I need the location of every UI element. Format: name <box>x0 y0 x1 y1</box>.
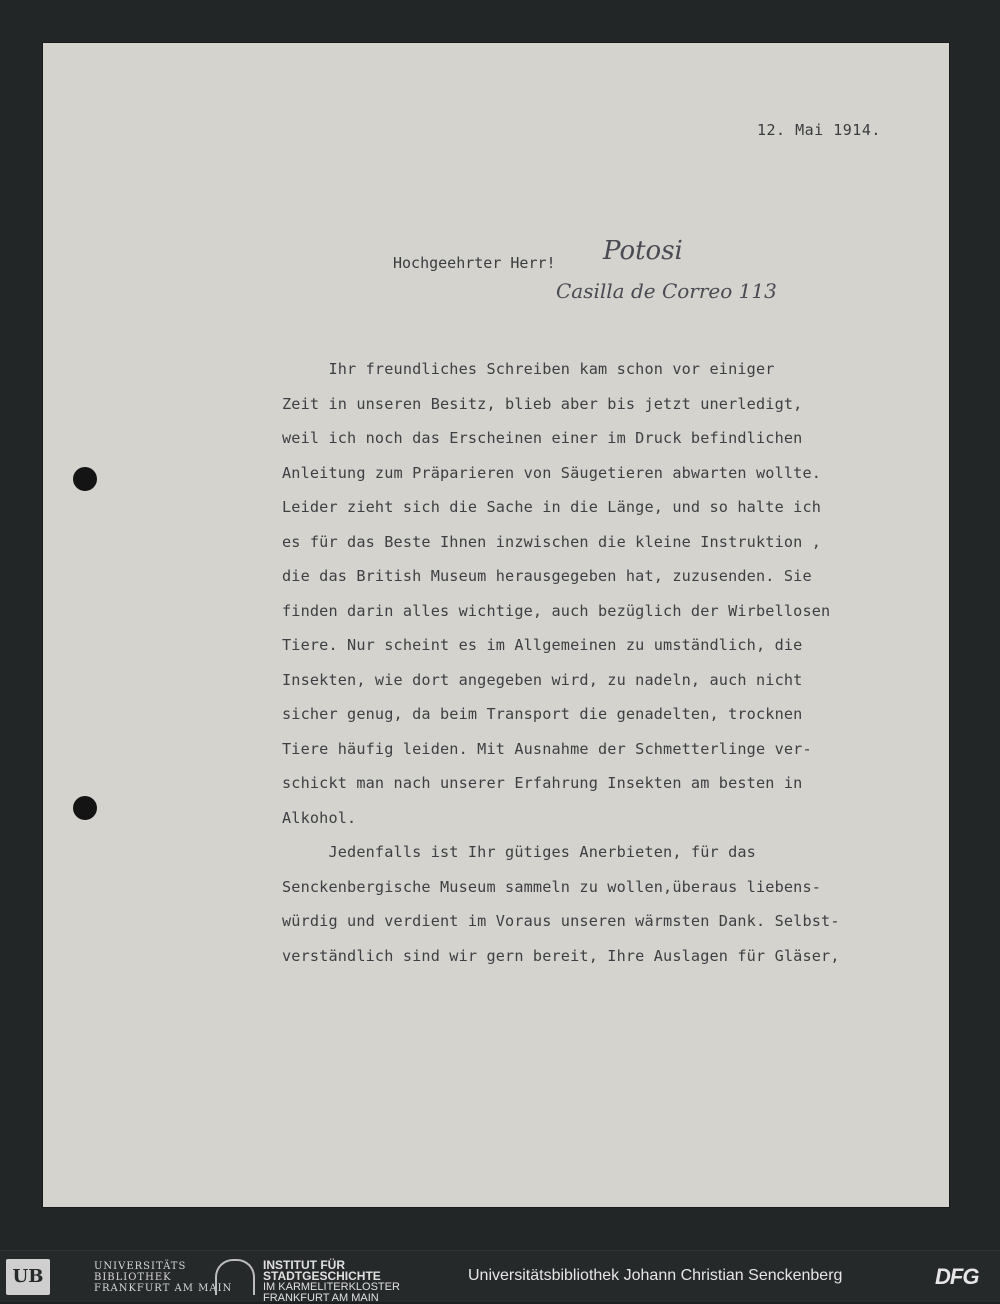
body-line: Alkohol. <box>282 808 357 827</box>
body-line: Zeit in unseren Besitz, blieb aber bis jetzt unerledigt, <box>282 394 803 413</box>
isg-line: FRANKFURT AM MAIN <box>263 1292 379 1304</box>
body-line: Jedenfalls ist Ihr gütiges Anerbieten, für das <box>282 843 756 861</box>
body-line: Insekten, wie dort angegeben wird, zu nadeln, auch nicht <box>282 670 803 689</box>
body-line: finden darin alles wichtige, auch bezüglich der Wirbellosen <box>282 601 831 620</box>
handwritten-place: Potosi <box>603 236 683 266</box>
body-line: würdig und verdient im Voraus unseren wärmsten Dank. Selbst- <box>282 912 840 930</box>
body-line: die das British Museum herausgegeben hat, zuzusenden. Sie <box>282 567 812 585</box>
ub-logo[interactable]: UB <box>6 1259 50 1295</box>
footer-bar <box>0 1250 1000 1302</box>
salutation: Hochgeehrter Herr! <box>393 254 556 272</box>
body-line: sicher genug, da beim Transport die genadelten, trocknen <box>282 705 803 723</box>
letter-body <box>282 352 942 973</box>
body-line: es für das Beste Ihnen inzwischen die kleine Instruktion , <box>282 532 822 551</box>
body-line: Senckenbergische Museum sammeln zu wollen,überaus liebens- <box>282 877 822 896</box>
isg-line: INSTITUT FÜR <box>263 1258 345 1272</box>
ub-line: UNIVERSITÄTS <box>94 1261 187 1272</box>
punch-hole <box>73 796 97 820</box>
body-line: weil ich noch das Erscheinen einer im Druck befindlichen <box>282 429 803 447</box>
body-line: Anleitung zum Präparieren von Säugetieren abwarten wollte. <box>282 463 822 482</box>
body-line: Leider zieht sich die Sache in die Länge, und so halte ich <box>282 498 822 516</box>
body-line: verständlich sind wir gern bereit, Ihre Auslagen für Gläser, <box>282 946 840 965</box>
punch-hole <box>73 467 97 491</box>
ub-line: FRANKFURT AM MAIN <box>94 1283 233 1294</box>
body-line: Tiere häufig leiden. Mit Ausnahme der Schmetterlinge ver- <box>282 739 812 758</box>
letter-date: 12. Mai 1914. <box>757 121 881 139</box>
isg-line: IM KARMELITERKLOSTER <box>263 1281 400 1293</box>
isg-wordmark[interactable] <box>263 1260 400 1304</box>
body-line: schickt man nach unserer Erfahrung Insekten am besten in <box>282 774 803 792</box>
footer-title[interactable]: Universitätsbibliothek Johann Christian Senckenberg <box>468 1267 843 1284</box>
isg-logo-icon[interactable] <box>215 1259 255 1295</box>
ub-line: BIBLIOTHEK <box>94 1272 172 1283</box>
body-line: Tiere. Nur scheint es im Allgemeinen zu umständlich, die <box>282 636 803 654</box>
isg-line: STADTGESCHICHTE <box>263 1269 381 1283</box>
body-line: Ihr freundliches Schreiben kam schon vor einiger <box>282 360 775 378</box>
dfg-logo[interactable]: DFG <box>935 1264 979 1289</box>
handwritten-address: Casilla de Correo 113 <box>556 279 777 303</box>
